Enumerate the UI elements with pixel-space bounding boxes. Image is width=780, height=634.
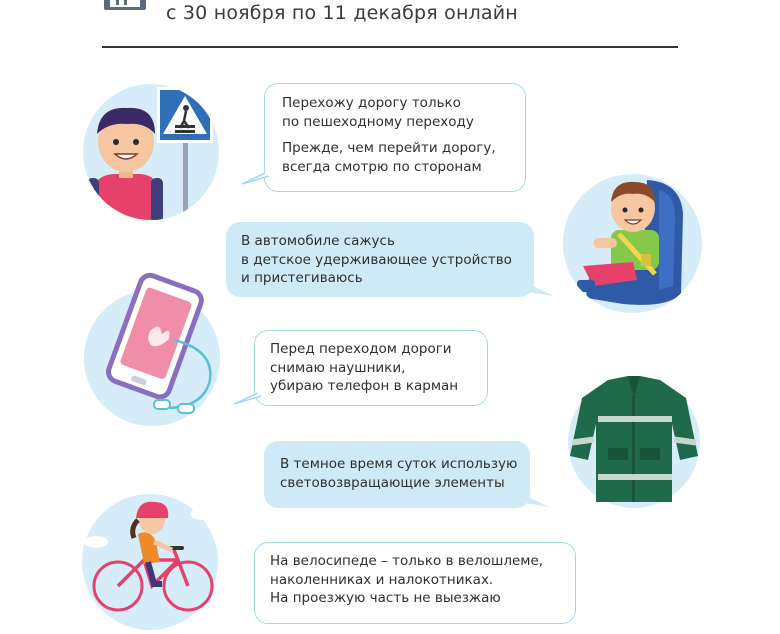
- tip-reflective-text: В темное время суток использую световозвращающие элементы: [280, 456, 518, 491]
- calendar-icon: [104, 0, 146, 12]
- tip-car-seat-bubble: [226, 222, 534, 297]
- tip-crosswalk-bubble: [264, 83, 526, 192]
- tip-look-around-text: Прежде, чем перейти дорогу, всегда смотрю по сторонам: [282, 140, 496, 175]
- tip-bicycle-text: На велосипеде – только в велошлеме, наколенниках и налокотниках. На проезжую часть не выезжаю: [270, 553, 544, 606]
- reflective-jacket-illustration: [568, 376, 700, 508]
- tip-headphones-text: Перед переходом дороги снимаю наушники, убираю телефон в карман: [270, 341, 459, 394]
- tip-reflective-bubble: [264, 441, 530, 508]
- header-divider: [102, 46, 678, 48]
- tip-car-seat-text: В автомобиле сажусь в детское удерживающее устройство и пристегиваюсь: [241, 233, 512, 286]
- tip-bicycle-bubble: [254, 542, 576, 624]
- bubble-tail: [528, 284, 558, 298]
- bubble-tail: [240, 172, 270, 186]
- phone-illustration: [84, 290, 220, 426]
- bicycle-illustration: [82, 494, 218, 630]
- event-date-text: с 30 ноября по 11 декабря онлайн: [166, 2, 518, 24]
- bubble-tail: [524, 495, 554, 509]
- boy-crosswalk-illustration: [83, 84, 219, 220]
- tip-crosswalk-text: Перехожу дорогу только по пешеходному переходу: [282, 95, 474, 130]
- tip-headphones-bubble: [254, 330, 488, 406]
- bubble-tail: [232, 392, 262, 406]
- car-seat-illustration: [563, 174, 702, 313]
